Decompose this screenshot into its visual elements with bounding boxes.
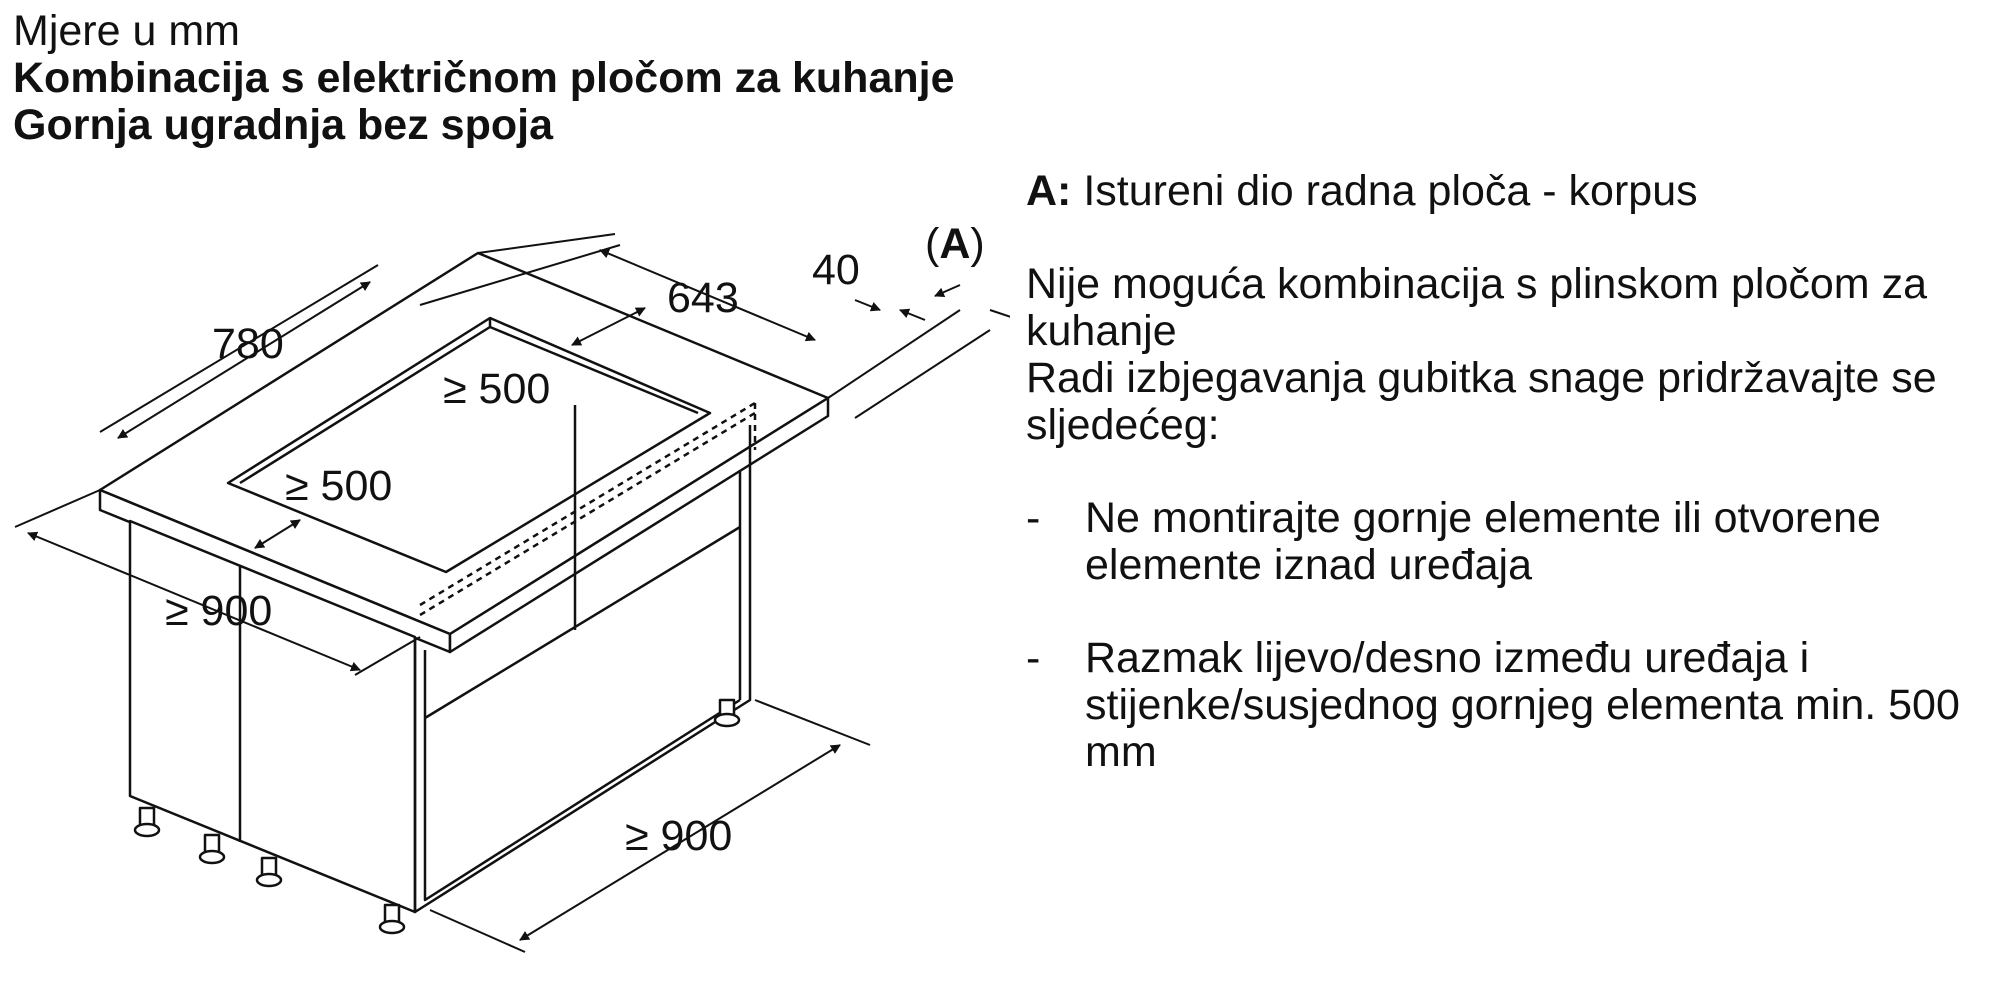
bullet-dash: - [1026,634,1041,682]
info-panel [1026,168,1986,776]
units-note: Mjere u mm [13,7,240,55]
title-installation: Gornja ugradnja bez spoja [13,101,553,149]
dim-900-left: ≥ 900 [165,587,273,635]
a-legend-text: Istureni dio radna ploča - korpus [1071,167,1698,215]
bullet-text: Ne montirajte gornje elemente ili otvorene elemente iznad uređaja [1085,494,1881,589]
gas-hob-note: Nije moguća kombinacija s plinskom pločom za kuhanje [1026,260,1927,355]
list-item [1026,635,1986,776]
a-legend [1026,168,1986,215]
dim-40: 40 [812,246,860,294]
marker-a: (A) [925,220,985,268]
list-item [1026,495,1986,589]
bullet-text: Razmak lijevo/desno između uređaja i stijenke/susjednog gornjeg elementa min. 500 mm [1085,634,1960,776]
bullet-dash: - [1026,494,1041,542]
dim-780: 780 [212,320,284,368]
dim-643: 643 [667,274,739,322]
dim-900-bottom: ≥ 900 [625,812,733,860]
instruction-list [1026,495,1986,776]
dim-500-side: ≥ 500 [285,462,393,510]
title-combination: Kombinacija s električnom pločom za kuhanje [13,54,955,102]
a-legend-label: A: [1026,167,1072,215]
dim-500-top: ≥ 500 [443,365,551,413]
power-loss-note: Radi izbjegavanja gubitka snage pridržavajte se sljedećeg: [1026,354,1937,449]
